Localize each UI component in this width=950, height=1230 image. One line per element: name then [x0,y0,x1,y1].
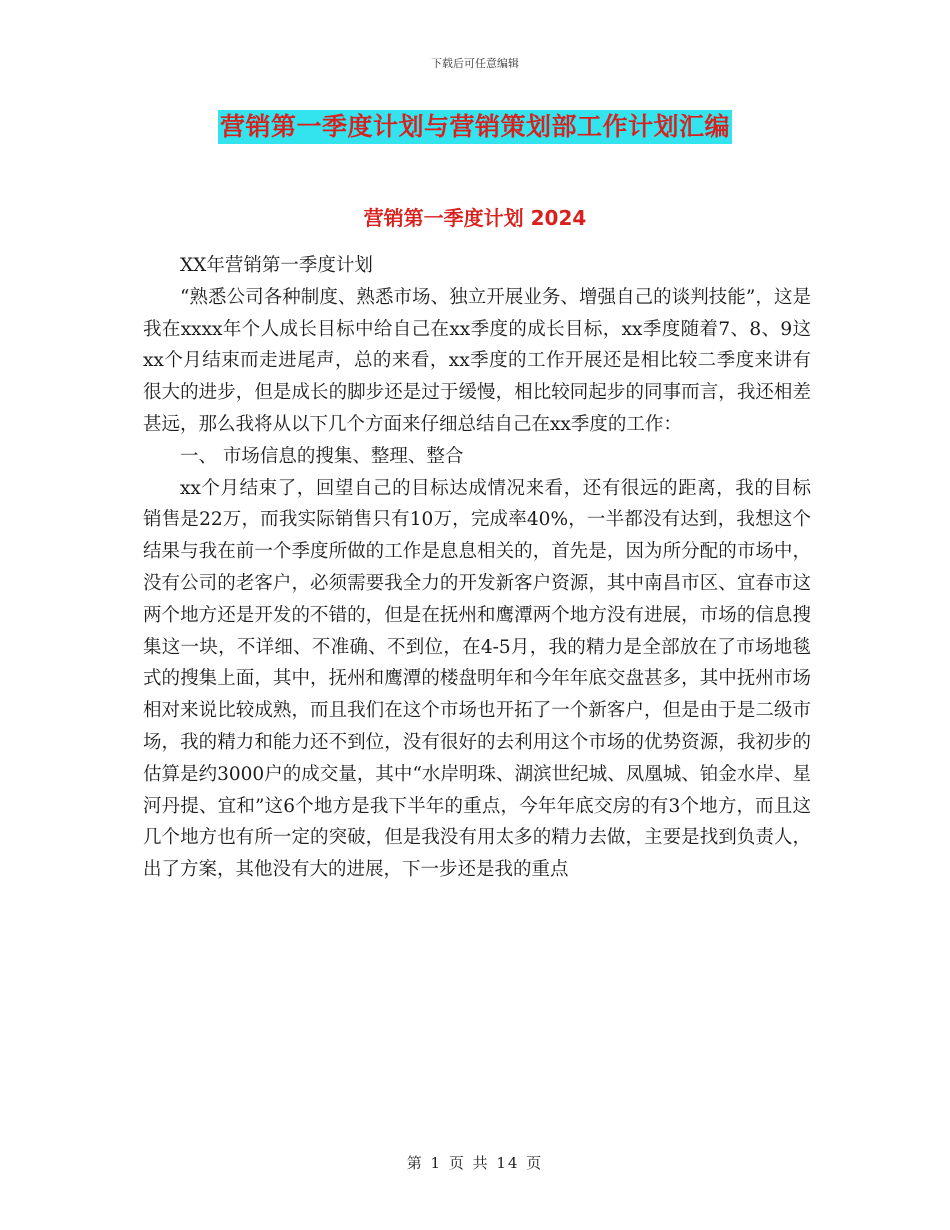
section-title: 营销第一季度计划 2024 [363,206,587,230]
document-title-text: 营销第一季度计划与营销策划部工作计划汇编 [218,110,732,144]
header-note: 下载后可任意编辑 [431,57,519,70]
paragraph-subtitle: XX年营销第一季度计划 [180,255,373,276]
paragraph-intro: “熟悉公司各种制度、熟悉市场、独立开展业务、增强自己的谈判技能”，这是我在xxxx年个人成长目标中给自己在xx季度的成长目标，xx季度随着7、8、9这xx个月结束而走进尾声，总的来看，xx季度的工作开展还是相比较二季度来讲有很大的进步，但是成长的脚步还是过于缓慢，相比较同起步的同事而言，我还相差甚远，那么我将从以下几个方面来仔细总结自己在xx季度的工作： [143,286,811,435]
page-number: 第 1 页 共 14 页 [406,1154,544,1172]
document-title [0,110,950,144]
document-body [143,250,811,886]
paragraph-heading-1: 一、 市场信息的搜集、整理、整合 [180,445,464,467]
paragraph-market-info: xx个月结束了，回望自己的目标达成情况来看，还有很远的距离，我的目标销售是22万，而我实际销售只有10万，完成率40%，一半都没有达到，我想这个结果与我在前一个季度所做的工作是息息相关的，首先是，因为所分配的市场中，没有公司的老客户，必须需要我全力的开发新客户资源，其中南昌市区、宜春市这两个地方还是开发的不错的，但是在抚州和鹰潭两个地方没有进展，市场的信息搜集这一块，不详细、不准确、不到位，在4-5月，我的精力是全部放在了市场地毯式的搜集上面，其中，抚州和鹰潭的楼盘明年和今年年底交盘甚多，其中抚州市场相对来说比较成熟，而且我们在这个市场也开拓了一个新客户，但是由于是二级市场，我的精力和能力还不到位，没有很好的去利用这个市场的优势资源，我初步的估算是约3000户的成交量，其中“水岸明珠、湖滨世纪城、凤凰城、铂金水岸、星河丹提、宜和”这6个地方是我下半年的重点，今年年底交房的有3个地方，而且这几个地方也有所一定的突破，但是我没有用太多的精力去做，主要是找到负责人，出了方案，其他没有大的进展，下一步还是我的重点 [143,477,811,881]
